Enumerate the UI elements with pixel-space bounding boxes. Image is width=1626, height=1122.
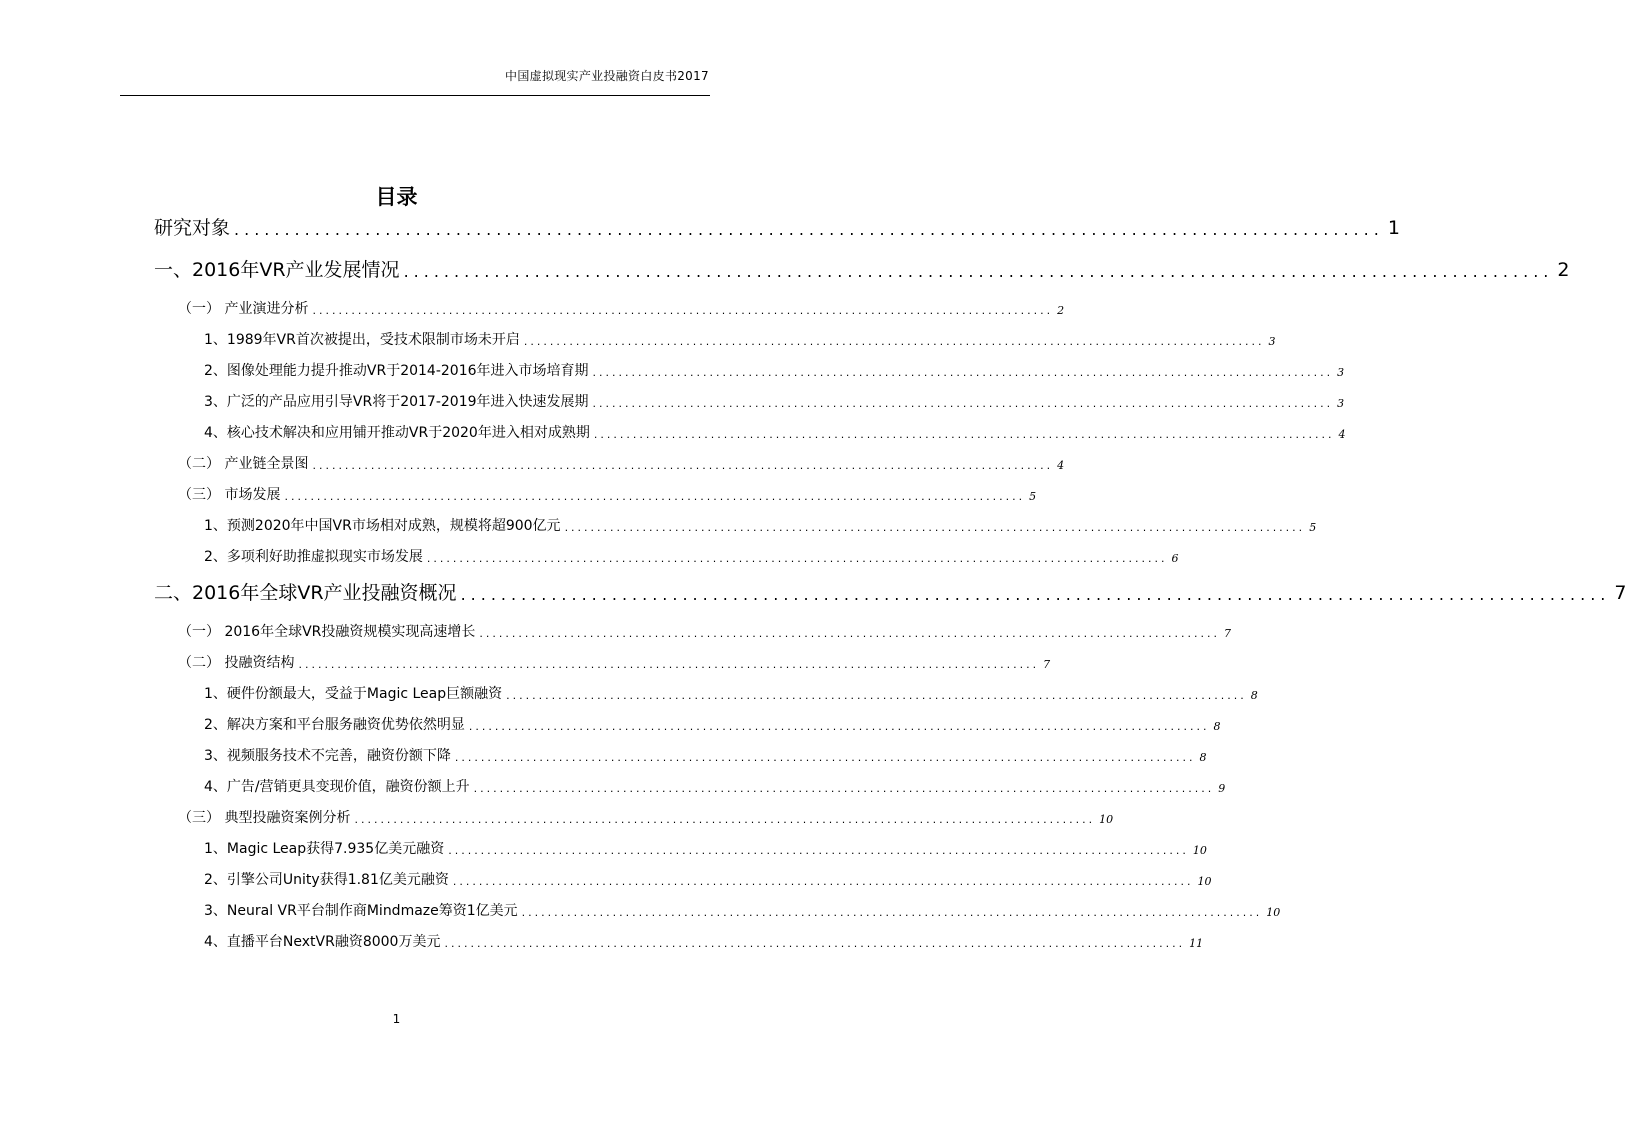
toc-leader-dots: ..................................................................................................................	[592, 397, 1334, 410]
toc-entry-section-2-2[interactable]	[178, 655, 1051, 671]
header-divider	[120, 95, 710, 96]
toc-entry-label: 二、2016年全球VR产业投融资概况	[154, 582, 457, 604]
toc-entry-label: 3、广泛的产品应用引导VR将于2017-2019年进入快速发展期	[204, 394, 589, 410]
toc-leader-dots: ..................................................................................................................	[354, 813, 1096, 826]
toc-leader-dots: ..................................................................................................................	[593, 428, 1335, 441]
toc-page-number: 2	[1057, 304, 1065, 317]
toc-entry-label: 研究对象	[154, 217, 231, 239]
toc-entry-label: （二） 产业链全景图	[178, 456, 309, 472]
toc-page-number: 1	[1387, 217, 1400, 239]
toc-entry-label: 一、2016年VR产业发展情况	[154, 259, 400, 281]
toc-page-number: 5	[1029, 490, 1037, 503]
toc-leader-dots: ..................................................................................................................	[479, 627, 1221, 640]
toc-leader-dots: ..................................................................................................................	[448, 844, 1189, 857]
toc-leader-dots: ..................................................................................................................	[473, 782, 1215, 795]
toc-entry-item-1-3-1[interactable]	[204, 518, 1317, 534]
toc-page-number: 10	[1192, 844, 1207, 857]
toc-page-number: 8	[1250, 689, 1258, 702]
toc-entry-section-2-3[interactable]	[178, 810, 1114, 826]
toc-page-number: 7	[1043, 658, 1051, 671]
toc-entry-item-1-1-1[interactable]	[204, 332, 1276, 348]
toc-entry-item-2-2-2[interactable]	[204, 717, 1221, 733]
toc-page-number: 4	[1057, 459, 1065, 472]
toc-entry-label: 1、1989年VR首次被提出，受技术限制市场未开启	[204, 332, 520, 348]
toc-page-number: 7	[1224, 627, 1232, 640]
toc-entry-label: 2、引擎公司Unity获得1.81亿美元融资	[204, 872, 449, 888]
toc-entry-label: 4、广告/营销更具变现价值，融资份额上升	[204, 779, 470, 795]
toc-leader-dots: ..................................................................................................................	[312, 304, 1054, 317]
toc-leader-dots: ..................................................................................................................	[312, 459, 1054, 472]
toc-entry-label: 1、预测2020年中国VR市场相对成熟，规模将超900亿元	[204, 518, 561, 534]
toc-leader-dots: ..................................................................................................................	[452, 875, 1194, 888]
toc-leader-dots: ..................................................................................................................	[506, 689, 1247, 702]
toc-entry-item-1-3-2[interactable]	[204, 549, 1179, 565]
toc-entry-label: （一） 2016年全球VR投融资规模实现高速增长	[178, 624, 476, 640]
toc-entry-section-1-3[interactable]	[178, 487, 1037, 503]
toc-leader-dots: ..................................................................................................................	[234, 220, 1384, 239]
toc-page-number: 2	[1557, 259, 1570, 281]
toc-leader-dots: ..................................................................................................................	[521, 906, 1263, 919]
toc-entry-chapter-1[interactable]	[154, 259, 1570, 281]
toc-page-number: 9	[1218, 782, 1226, 795]
toc-leader-dots: ..................................................................................................................	[460, 585, 1611, 604]
toc-entry-label: 3、视频服务技术不完善，融资份额下降	[204, 748, 451, 764]
toc-entry-label: （二） 投融资结构	[178, 655, 295, 671]
toc-entry-chapter-2[interactable]	[154, 582, 1626, 604]
toc-entry-item-1-1-3[interactable]	[204, 394, 1345, 410]
toc-entry-label: 2、多项利好助推虚拟现实市场发展	[204, 549, 423, 565]
toc-entry-label: 2、图像处理能力提升推动VR于2014-2016年进入市场培育期	[204, 363, 589, 379]
toc-page-number: 5	[1309, 521, 1317, 534]
toc-page-number: 7	[1614, 582, 1626, 604]
toc-leader-dots: ..................................................................................................................	[454, 751, 1196, 764]
toc-page-number: 8	[1213, 720, 1221, 733]
toc-entry-label: 2、解决方案和平台服务融资优势依然明显	[204, 717, 465, 733]
toc-page-number: 10	[1197, 875, 1212, 888]
toc-page-number: 11	[1189, 937, 1204, 950]
toc-leader-dots: ..................................................................................................................	[592, 366, 1334, 379]
toc-entry-item-1-1-4[interactable]	[204, 425, 1346, 441]
toc-page-number: 3	[1337, 366, 1345, 379]
toc-page-number: 8	[1199, 751, 1207, 764]
toc-entry-label: （三） 市场发展	[178, 487, 281, 503]
toc-leader-dots: ..................................................................................................................	[444, 937, 1186, 950]
toc-entry-item-2-3-3[interactable]	[204, 903, 1281, 919]
toc-entry-label: 3、Neural VR平台制作商Mindmaze筹资1亿美元	[204, 903, 518, 919]
toc-entry-label: 4、核心技术解决和应用铺开推动VR于2020年进入相对成熟期	[204, 425, 590, 441]
toc-leader-dots: ..................................................................................................................	[564, 521, 1306, 534]
toc-leader-dots: ..................................................................................................................	[298, 658, 1040, 671]
toc-entry-label: 1、硬件份额最大，受益于Magic Leap巨额融资	[204, 686, 503, 702]
toc-page-number: 6	[1171, 552, 1179, 565]
toc-entry-item-2-3-2[interactable]	[204, 872, 1212, 888]
toc-leader-dots: ..................................................................................................................	[284, 490, 1026, 503]
toc-entry-item-2-2-1[interactable]	[204, 686, 1258, 702]
toc-leader-dots: ..................................................................................................................	[468, 720, 1210, 733]
toc-entry-section-1-1[interactable]	[178, 301, 1065, 317]
header-title: 中国虚拟现实产业投融资白皮书2017	[505, 69, 709, 83]
toc-leader-dots: ..................................................................................................................	[426, 552, 1168, 565]
toc-entry-label: （三） 典型投融资案例分析	[178, 810, 351, 826]
toc-page-number: 10	[1099, 813, 1114, 826]
toc-entry-label: （一） 产业演进分析	[178, 301, 309, 317]
toc-page-number: 10	[1266, 906, 1281, 919]
toc-entry-label: 1、Magic Leap获得7.935亿美元融资	[204, 841, 445, 857]
toc-entry-label: 4、直播平台NextVR融资8000万美元	[204, 934, 441, 950]
footer-page-number: 1	[392, 1012, 401, 1026]
toc-page-number: 4	[1338, 428, 1346, 441]
toc-entry-item-2-2-4[interactable]	[204, 779, 1226, 795]
toc-entry-item-2-2-3[interactable]	[204, 748, 1207, 764]
toc-page-number: 3	[1337, 397, 1345, 410]
toc-leader-dots: ..................................................................................................................	[403, 262, 1554, 281]
toc-entry-item-1-1-2[interactable]	[204, 363, 1345, 379]
toc-entry-research-object[interactable]	[154, 217, 1400, 239]
toc-page-number: 3	[1268, 335, 1276, 348]
toc-entry-item-2-3-1[interactable]	[204, 841, 1207, 857]
page-title: 目录	[375, 185, 418, 209]
toc-leader-dots: ..................................................................................................................	[523, 335, 1265, 348]
toc-entry-section-2-1[interactable]	[178, 624, 1232, 640]
toc-entry-section-1-2[interactable]	[178, 456, 1065, 472]
toc-entry-item-2-3-4[interactable]	[204, 934, 1204, 950]
